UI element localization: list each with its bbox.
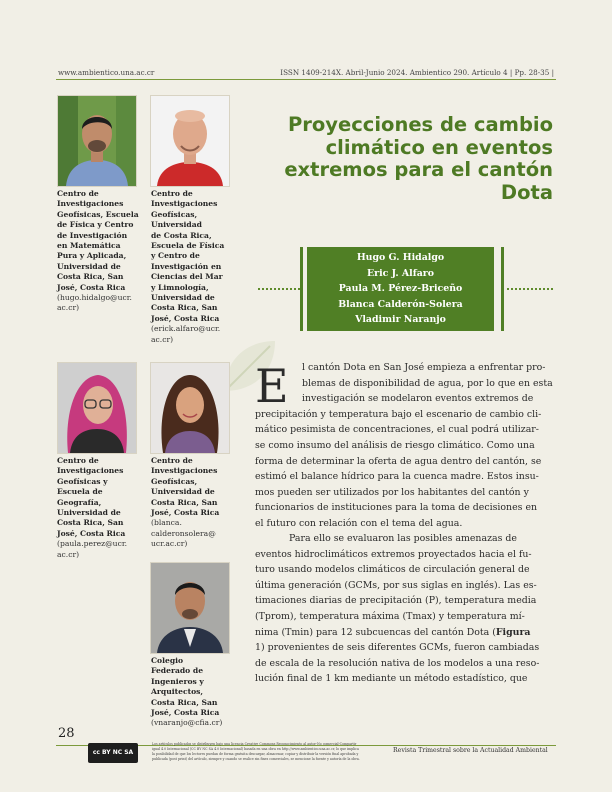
author-photo-perez — [57, 362, 137, 454]
header-divider — [56, 79, 556, 80]
author-photo-hidalgo — [57, 95, 137, 187]
journal-website[interactable]: www.ambientico.una.ac.cr — [58, 68, 155, 77]
author-name: Blanca Calderón-Solera — [338, 298, 463, 310]
author-name: Eric J. Alfaro — [367, 267, 434, 279]
author-email-hidalgo[interactable]: (hugo.hidalgo@ucr. ac.cr) — [57, 293, 132, 313]
issue-citation: ISSN 1409-214X. Abril-Junio 2024. Ambientico 290. Artículo 4 | Pp. 28-35 | — [280, 68, 554, 77]
journal-tagline: Revista Trimestral sobre la Actualidad Ambiental — [393, 747, 548, 754]
authors-dotted-line-right — [507, 288, 553, 290]
author-affiliation-hidalgo: Centro de Investigaciones Geofísicas, Escuela de Física y Centro de Investigación en Matemática Pura y Aplicada, Universidad de Costa Rica, San José, Costa Rica (hugo.hidalgo@ucr. ac.cr) — [57, 189, 141, 314]
author-email-calderon[interactable]: (blanca. calderonsolera@ ucr.ac.cr) — [151, 518, 216, 549]
license-notice: Los artículos publicados se distribuyen bajo una licencia Creative Commons Reconocimiento al autor-No comercial-Compartir igual 4.0 Internacional (CC BY NC SA 4.0 Internacional) basada en una obra en http://www.ambientico.una.ac.cr, lo que implica la posibilidad de que los lectores puedan de forma gratuita descargar, almacenar, copiar y distribuir la versión final aprobada y publicada (post print) del artículo, siempre y cuando se realice sin fines comerciales, se mencione la fuente y autoría de la obra. — [152, 742, 360, 761]
author-list — [307, 250, 494, 328]
author-affiliation-perez: Centro de Investigaciones Geofísicas y Escuela de Geografía, Universidad de Costa Rica, San José, Costa Rica (paula.perez@ucr. ac.cr) — [57, 456, 141, 560]
abstract-paragraph-2: Para ello se evaluaron las posibles amenazas de eventos hidroclimáticos extremos proyectados hacia el fu- turo usando modelos climáticos de circulación general de última generación (GCMs, por sus siglas en inglés). Las es- timaciones diarias de precipitación (P), temperatura media (Tprom), temperatura máxima (Tmax) y temperatura mí- nima (Tmin) para 12 subcuencas del cantón Dota (Figura 1) provenientes de seis diferentes GCMs, fueron cambiadas de escala de la resolución nativa de los modelos a una reso- lución final de 1 km mediante un método estadístico, que — [255, 533, 540, 685]
abstract-paragraph-1: l cantón Dota en San José empieza a enfrentar pro- blemas de disponibilidad de agua, por lo que en esta investigación se modelaron eventos extremos de precipitación y temperatura bajo el escenario de cambio cli- mático pesimista de concentraciones, el cual podrá utilizar- se como insumo del análisis de riesgo climático. Como una forma de determinar la oferta de agua dentro del cantón, se estimó el balance hídrico para la cuenca madre. Estos insu- mos pueden ser utilizados por los habitantes del cantón y funcionarios de instituciones para la toma de decisiones en el futuro con relación con el tema del agua. — [255, 362, 553, 529]
author-affiliation-alfaro: Centro de Investigaciones Geofísicas, Universidad de Costa Rica, Escuela de Física y Centro de Investigación en Ciencias del Mar y Limnología, Universidad de Costa Rica, San José, Costa Rica (erick.alfaro@ucr. ac.cr) — [151, 189, 233, 345]
authors-accent-bar-left — [300, 247, 303, 331]
author-name: Vladimir Naranjo — [355, 314, 446, 325]
figure-reference-link[interactable]: Figura — [495, 626, 531, 638]
author-name: Hugo G. Hidalgo — [356, 252, 445, 263]
author-affiliation-calderon: Centro de Investigaciones Geofísicas, Universidad de Costa Rica, San José, Costa Rica (blanca. calderonsolera@ ucr.ac.cr) — [151, 456, 235, 550]
authors-accent-bar-right — [501, 247, 504, 331]
authors-dotted-line-left — [258, 288, 300, 290]
author-affiliation-naranjo: Colegio Federado de Ingenieros y Arquitectos, Costa Rica, San José, Costa Rica (vnaranjo@cfia.cr) — [151, 656, 235, 729]
cc-license-badge[interactable]: cc BY NC SA — [88, 743, 138, 763]
author-name: Paula M. Pérez-Briceño — [338, 283, 463, 294]
page-number: 28 — [58, 726, 75, 741]
author-photo-alfaro — [150, 95, 230, 187]
author-photo-calderon — [150, 362, 230, 454]
drop-cap: E — [255, 359, 289, 413]
author-email-perez[interactable]: (paula.perez@ucr. ac.cr) — [57, 539, 128, 559]
author-email-naranjo[interactable]: (vnaranjo@cfia.cr) — [151, 718, 223, 728]
author-photo-naranjo — [150, 562, 230, 654]
article-title: Proyecciones de cambio climático en eventos extremos para el cantón Dota — [284, 113, 553, 204]
author-email-alfaro[interactable]: (erick.alfaro@ucr. ac.cr) — [151, 324, 221, 344]
